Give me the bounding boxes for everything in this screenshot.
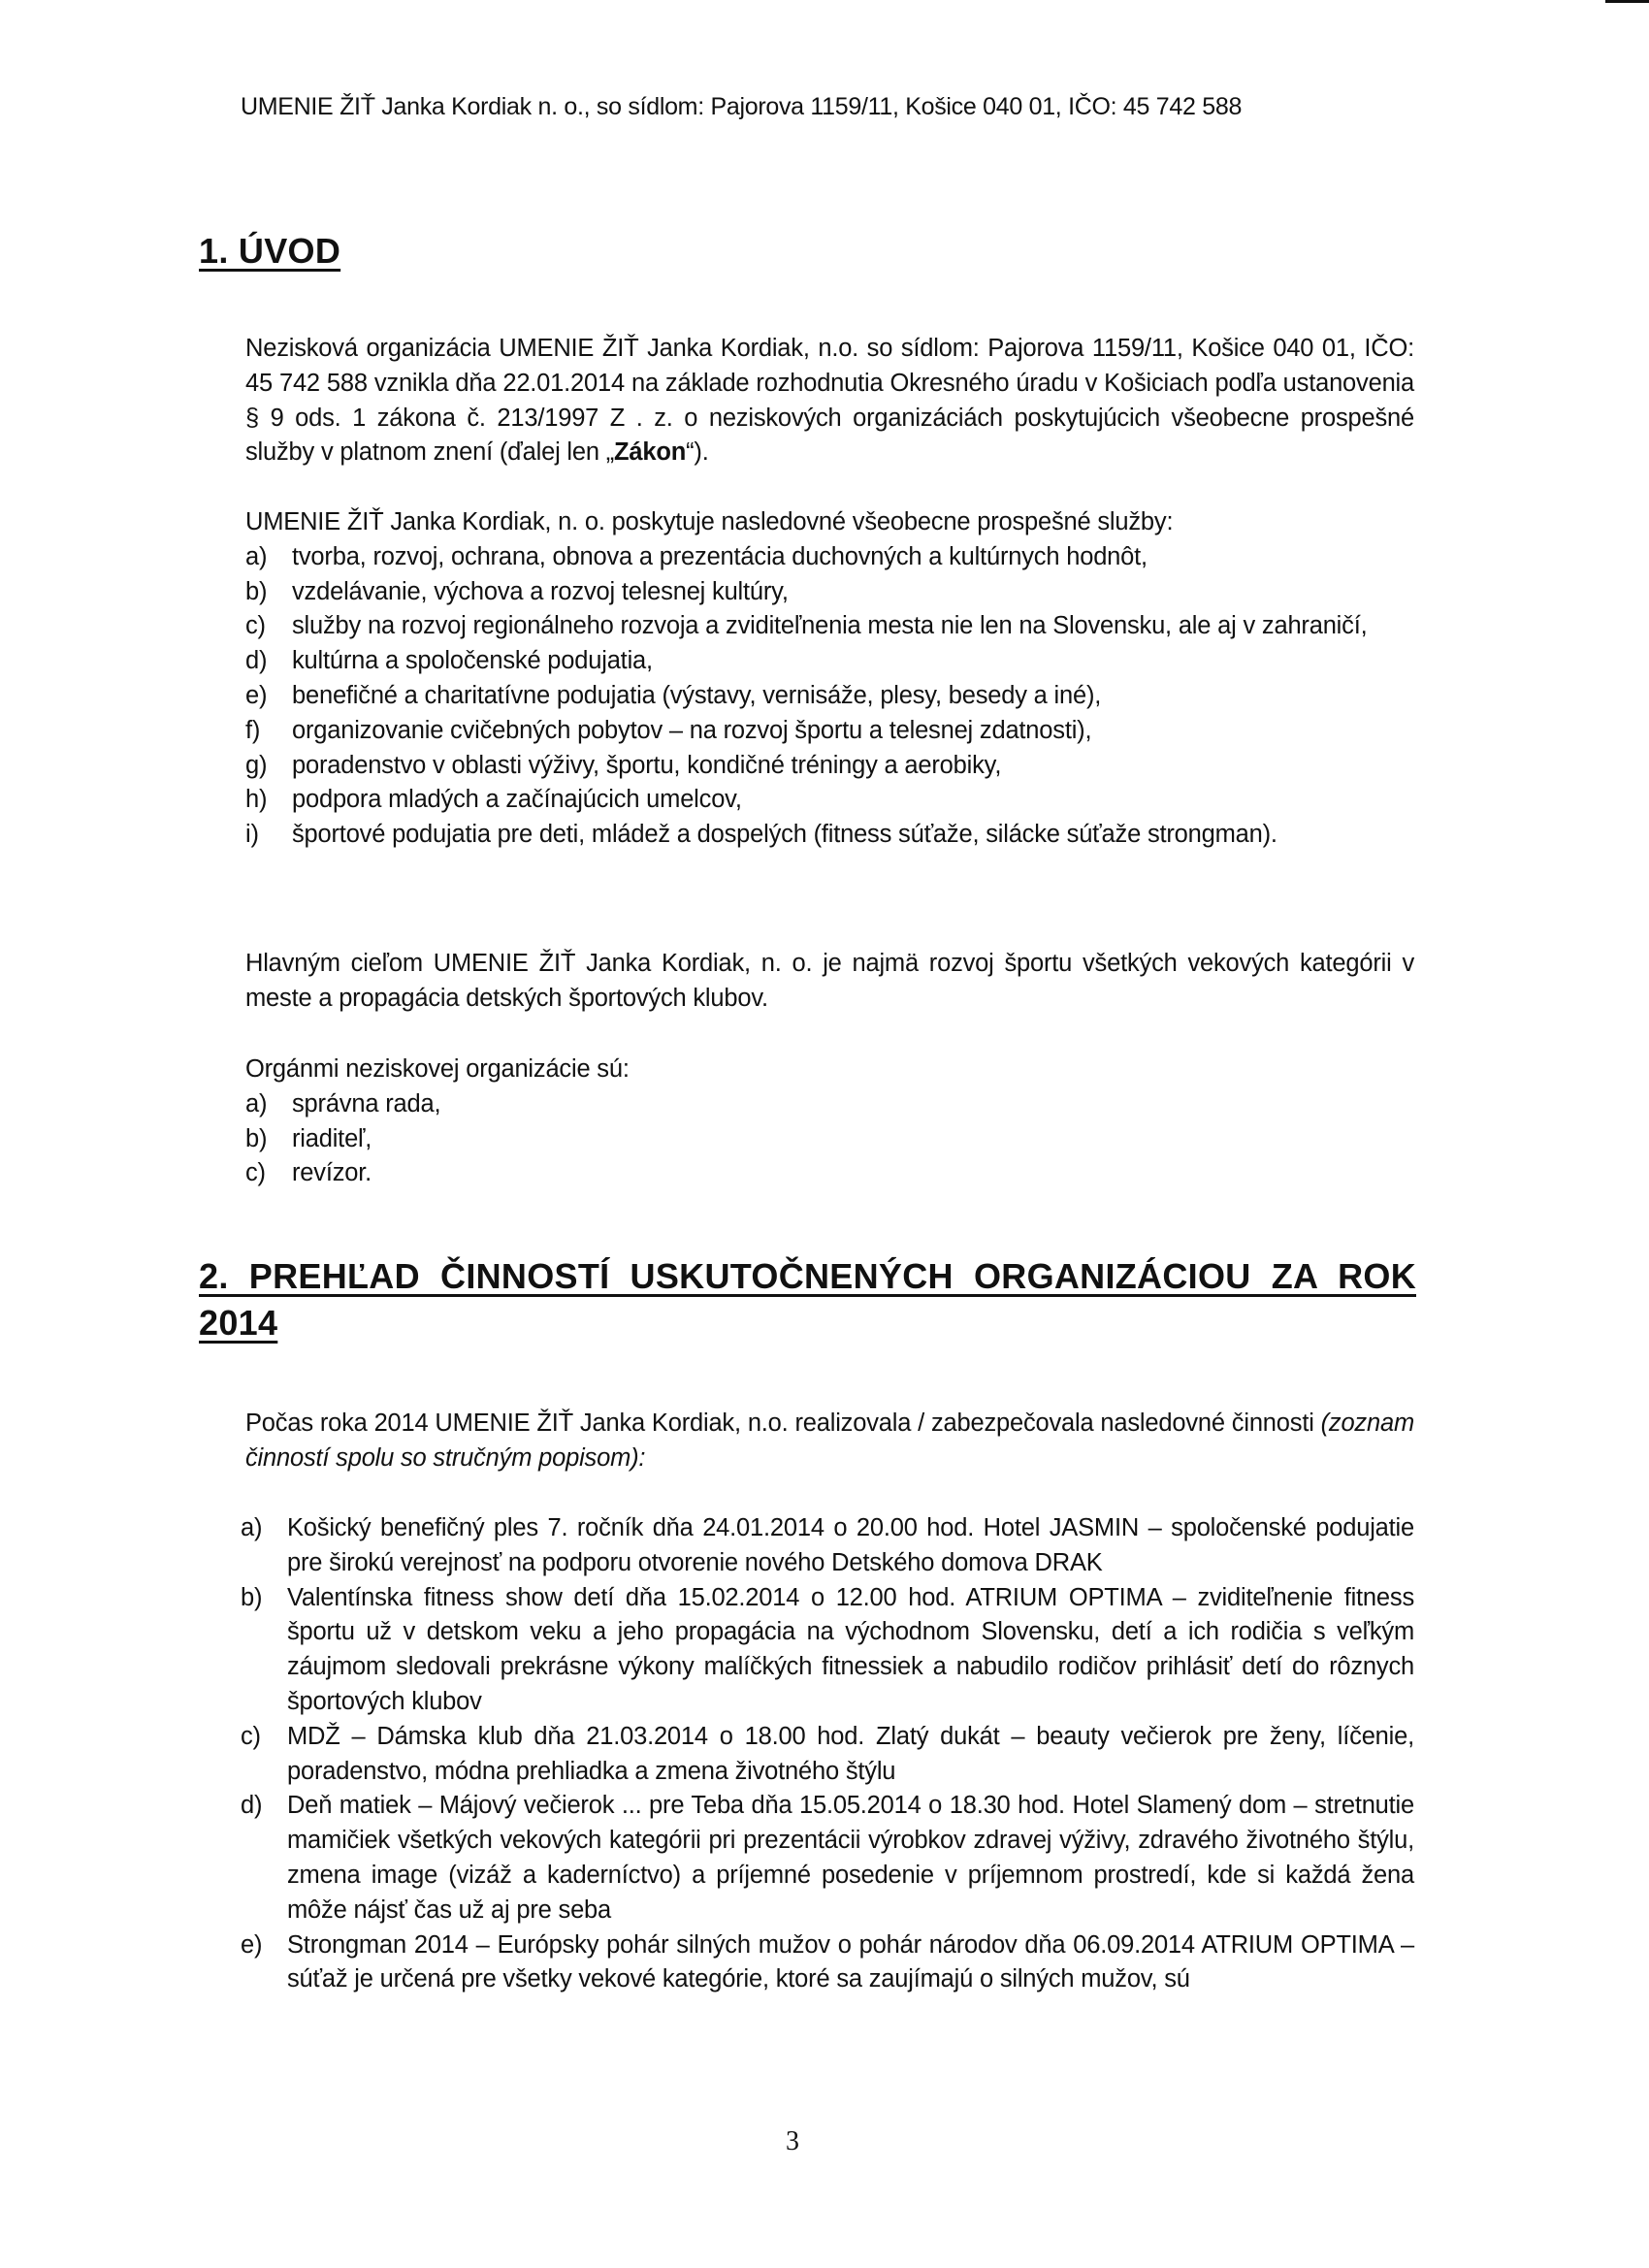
list-item — [245, 714, 1414, 749]
services-list — [245, 540, 1414, 853]
organs-intro: Orgánmi neziskovej organizácie sú: — [245, 1055, 630, 1083]
list-label: a) — [245, 1089, 268, 1118]
list-text: Deň matiek – Májový večierok ... pre Teba dňa 15.05.2014 o 18.30 hod. Hotel Slamený dom – stretnutie mamičiek všetkých vekových kategórii pri prezentácii výrobkov zdravej výživy, zdravého životného štýlu, zmena image (vizáž a kaderníctvo) a príjemné posedenie v príjemnom prostredí, kde si každá žena môže nájsť čas už aj pre seba — [287, 1792, 1414, 1924]
list-item — [245, 1087, 1414, 1122]
list-label: b) — [241, 1583, 263, 1611]
services-block — [245, 505, 1414, 853]
list-item — [245, 575, 1414, 610]
organs-block — [245, 1053, 1414, 1191]
activities-block — [241, 1511, 1414, 1997]
list-text: služby na rozvoj regionálneho rozvoja a zviditeľnenia mesta nie len na Slovensku, ale aj v zahraničí, — [292, 612, 1368, 640]
section-2-intro — [245, 1407, 1414, 1476]
list-item — [241, 1581, 1414, 1720]
organs-list — [245, 1087, 1414, 1191]
list-label: c) — [245, 1159, 266, 1187]
list-label: d) — [241, 1792, 263, 1820]
list-label: a) — [241, 1514, 263, 1541]
page-number: 3 — [786, 2126, 799, 2156]
services-intro: UMENIE ŽIŤ Janka Kordiak, n. o. poskytuje nasledovné všeobecne prospešné služby: — [245, 508, 1174, 535]
list-label: c) — [241, 1722, 261, 1750]
list-item — [241, 1789, 1414, 1928]
list-item — [241, 1511, 1414, 1581]
list-text: poradenstvo v oblasti výživy, športu, kondičné tréningy a aerobiky, — [292, 751, 1002, 779]
scan-edge-mark — [1605, 0, 1649, 3]
intro-text: Nezisková organizácia UMENIE ŽIŤ Janka Kordiak, n.o. so sídlom: Pajorova 1159/11, Košice 040 01, IČO: 45 742 588 vznikla dňa 22.01.2014 na základe rozhodnutia Okresného úradu v Košiciach podľa ustanovenia § 9 ods. 1 zákona č. 213/1997 Z . z. o neziskových organizáciách poskytujúcich všeobecne prospešné služby v platnom znení (ďalej len „ — [245, 335, 1414, 467]
list-text: riaditeľ, — [292, 1124, 372, 1152]
list-item — [245, 1156, 1414, 1191]
list-label: d) — [245, 647, 268, 675]
section-1-intro — [245, 332, 1414, 470]
list-item — [245, 818, 1414, 853]
list-text: Valentínska fitness show detí dňa 15.02.2014 o 12.00 hod. ATRIUM OPTIMA – zviditeľnenie fitness športu už v detskom veku a jeho propagácia na východnom Slovensku, detí a ich rodičia s veľkým záujmom sledovali prekrásne výkony malíčkých fitnessiek a nabudilo rodičov prihlásiť detí do rôznych športových klubov — [287, 1583, 1414, 1715]
section-2-intro-text: Počas roka 2014 UMENIE ŽIŤ Janka Kordiak, n.o. realizovala / zabezpečovala nasledovné činnosti — [245, 1409, 1321, 1437]
list-text: Košický benefičný ples 7. ročník dňa 24.01.2014 o 20.00 hod. Hotel JASMIN – spoločenské podujatie pre širokú verejnosť na podporu otvorenie nového Detského domova DRAK — [287, 1514, 1414, 1576]
list-text: vzdelávanie, výchova a rozvoj telesnej kultúry, — [292, 577, 789, 605]
list-label: g) — [245, 751, 268, 779]
list-label: h) — [245, 786, 268, 814]
intro-paragraph — [245, 332, 1414, 470]
list-label: a) — [245, 542, 268, 570]
list-item — [245, 1122, 1414, 1157]
list-text: MDŽ – Dámska klub dňa 21.03.2014 o 18.00 hod. Zlatý dukát – beauty večierok pre ženy, líčenie, poradenstvo, módna prehliadka a zmena životného štýlu — [287, 1722, 1414, 1785]
list-text: športové podujatia pre deti, mládež a dospelých (fitness súťaže, silácke súťaže strongman). — [292, 821, 1277, 849]
list-item — [241, 1720, 1414, 1790]
goal-paragraph: Hlavným cieľom UMENIE ŽIŤ Janka Kordiak, n. o. je najmä rozvoj športu všetkých vekových kategórii v meste a propagácia detských športových klubov. — [245, 950, 1414, 1012]
list-item — [245, 644, 1414, 679]
list-item — [245, 609, 1414, 644]
list-text: kultúrna a spoločenské podujatia, — [292, 647, 653, 675]
goal-block — [245, 947, 1414, 1017]
intro-defined-term: Zákon — [614, 438, 687, 467]
list-text: správna rada, — [292, 1089, 441, 1118]
list-item — [245, 679, 1414, 714]
list-text: tvorba, rozvoj, ochrana, obnova a prezentácia duchovných a kultúrnych hodnôt, — [292, 542, 1148, 570]
list-label: b) — [245, 577, 268, 605]
page-header: UMENIE ŽIŤ Janka Kordiak n. o., so sídlom: Pajorova 1159/11, Košice 040 01, IČO: 45 742 588 — [241, 93, 1243, 120]
list-text: revízor. — [292, 1159, 372, 1187]
list-item — [245, 749, 1414, 784]
list-text: organizovanie cvičebných pobytov – na rozvoj športu a telesnej zdatnosti), — [292, 716, 1092, 744]
section-1-heading: 1. ÚVOD — [199, 231, 341, 271]
list-item — [245, 783, 1414, 818]
list-label: e) — [245, 681, 268, 709]
list-text: benefičné a charitatívne podujatia (výstavy, vernisáže, plesy, besedy a iné), — [292, 681, 1102, 709]
section-2-heading: 2. PREHĽAD ČINNOSTÍ USKUTOČNENÝCH ORGANIZÁCIOU ZA ROK 2014 — [199, 1256, 1416, 1343]
list-label: f) — [245, 716, 261, 744]
list-label: i) — [245, 821, 259, 849]
activities-list — [241, 1511, 1414, 1997]
list-text: Strongman 2014 – Európsky pohár silných mužov o pohár národov dňa 06.09.2014 ATRIUM OPTIMA – súťaž je určená pre všetky vekové kategórie, ktoré sa zaujímajú o silných mužov, sú — [287, 1930, 1414, 1993]
section-2-intro-italic: (zoznam činností spolu so stručným popisom): — [245, 1409, 1414, 1472]
list-item — [241, 1928, 1414, 1998]
section-2-intro-paragraph — [245, 1407, 1414, 1476]
list-label: e) — [241, 1930, 263, 1959]
list-label: c) — [245, 612, 266, 640]
list-label: b) — [245, 1124, 268, 1152]
intro-text-end: “). — [686, 438, 709, 467]
list-item — [245, 540, 1414, 575]
list-text: podpora mladých a začínajúcich umelcov, — [292, 786, 742, 814]
